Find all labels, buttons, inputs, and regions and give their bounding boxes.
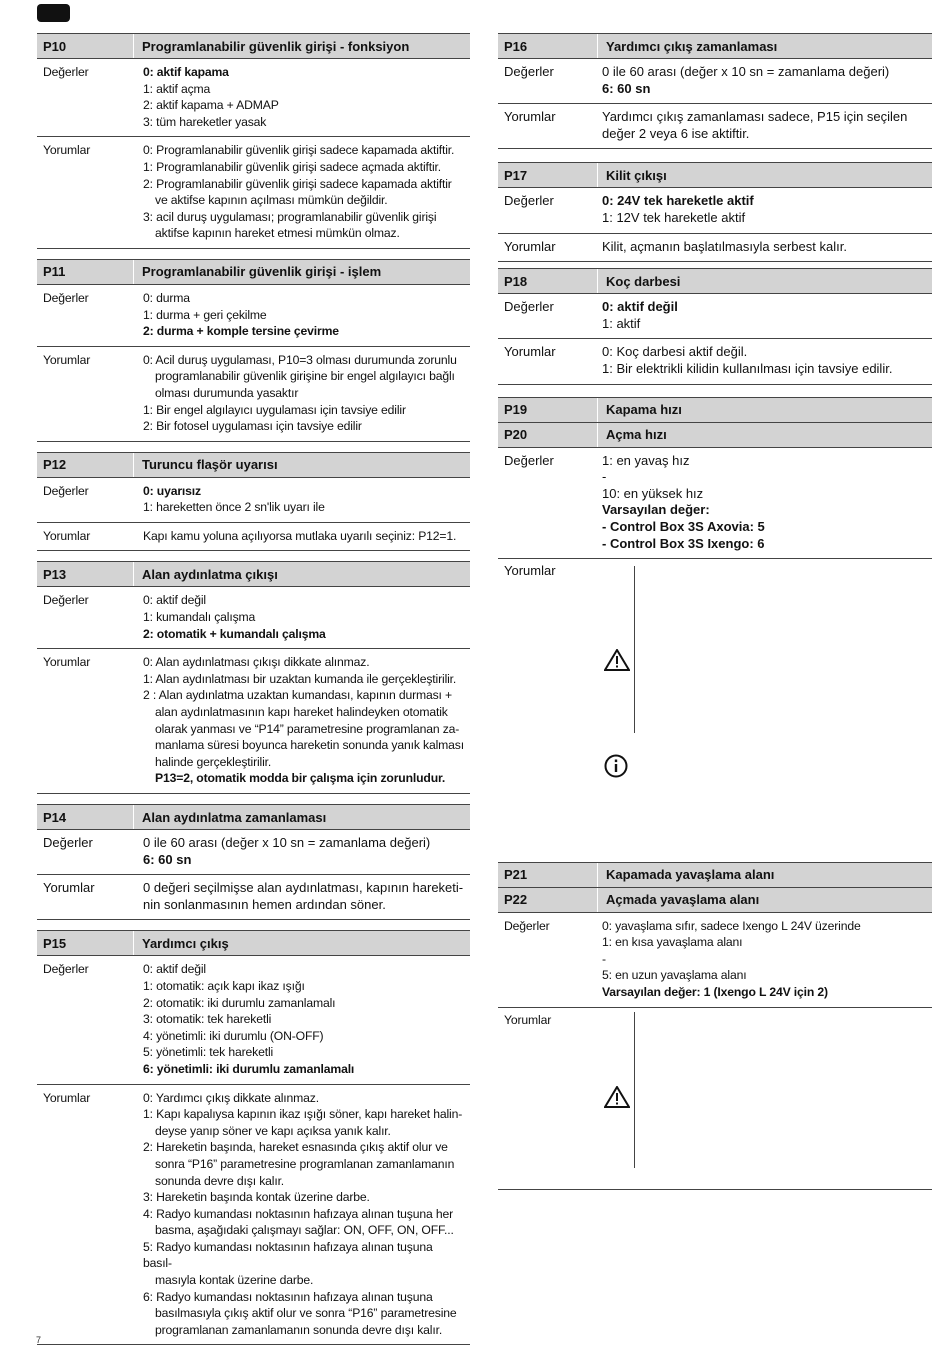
value-line: 2: otomatik + kumandalı çalışma — [143, 626, 326, 641]
divider — [634, 566, 635, 733]
value-line: 2: otomatik: iki durumlu zamanlamalı — [143, 995, 336, 1010]
param-title: Turuncu flaşör uyarısı — [133, 453, 470, 477]
param-code: P17 — [504, 167, 528, 183]
comments-label: Yorumlar — [43, 143, 91, 158]
values-label: Değerler — [43, 593, 89, 608]
param-title: Programlanabilir güvenlik girişi - fonksiyon — [133, 34, 470, 58]
right-column — [498, 33, 932, 1200]
comment-line: 0: Alan aydınlatması çıkışı dikkate alınmaz. — [143, 655, 370, 670]
comments-label: Yorumlar — [504, 563, 556, 579]
value-line: 0: durma — [143, 290, 190, 305]
comment-line: masıyla kontak üzerine darbe. — [155, 1273, 314, 1288]
param-p16 — [498, 33, 932, 149]
comments-label: Yorumlar — [504, 238, 556, 254]
comment-line: deyse yanıp söner ve kapı açıksa yanık kalır. — [155, 1123, 391, 1138]
value-line: 1: kumandalı çalışma — [143, 610, 256, 625]
comment-line: Yardımcı çıkış zamanlaması sadece, P15 için seçilen — [602, 109, 908, 125]
values-label: Değerler — [43, 65, 89, 79]
values-label: Değerler — [504, 918, 550, 933]
param-title: Koç darbesi — [597, 269, 932, 293]
value-line: - Control Box 3S Ixengo: 6 — [602, 535, 765, 551]
param-code: P10 — [43, 38, 67, 54]
comment-line: 1: Programlanabilir güvenlik girişi sadece açmada aktiftir. — [143, 159, 442, 174]
comments-label: Yorumlar — [504, 1012, 552, 1027]
comments-label: Yorumlar — [504, 109, 556, 125]
comment-line: 5: Radyo kumandası noktasının hafızaya alınan tuşuna basıl- — [143, 1239, 433, 1271]
value-line: 0: aktif kapama — [143, 65, 229, 79]
value-line: 0: 24V tek hareketle aktif — [602, 193, 754, 209]
value-line: 2: aktif kapama + ADMAP — [143, 98, 279, 113]
param-code: P13 — [43, 566, 67, 582]
comment-line: 2: Programlanabilir güvenlik girişi sadece kapamada aktiftir — [143, 176, 452, 191]
comments-label: Yorumlar — [43, 352, 91, 367]
value-line: 0: aktif değil — [143, 593, 206, 608]
param-p14 — [37, 804, 470, 920]
param-title: Yardımcı çıkış — [133, 931, 470, 955]
param-code: P22 — [504, 892, 528, 908]
param-p17 — [498, 162, 932, 262]
value-line: 0 ile 60 arası (değer x 10 sn = zamanlama değeri) — [602, 64, 890, 79]
value-line: 1: 12V tek hareketle aktif — [602, 209, 746, 225]
comment-line: 1: Bir elektrikli kilidin kullanılması için tavsiye edilir. — [602, 360, 893, 376]
comment-line: olarak yanması ve “P14” parametresine programlanan za- — [155, 721, 460, 736]
comment-line: olması durumunda yasaktır — [155, 385, 299, 400]
comments-label: Yorumlar — [43, 528, 91, 543]
param-title: Açma hızı — [597, 423, 932, 447]
warning-triangle-icon — [604, 1086, 630, 1108]
value-line: 1: durma + geri çekilme — [143, 307, 267, 322]
divider — [634, 1012, 635, 1168]
comment-line: sonunda devre dışı kalır. — [155, 1173, 285, 1188]
value-line: 1: en kısa yavaşlama alanı — [602, 935, 743, 950]
values-label: Değerler — [43, 962, 89, 977]
param-code: P11 — [43, 264, 66, 280]
param-title: Kapamada yavaşlama alanı — [597, 863, 932, 887]
param-code: P19 — [504, 402, 528, 418]
comment-line: basılmasıyla çıkış aktif olur ve sonra “P16” parametresine — [155, 1306, 457, 1321]
comment-line: nin sonlanmasının hemen ardından söner. — [143, 896, 386, 912]
param-title: Programlanabilir güvenlik girişi - işlem — [133, 260, 470, 284]
comment-line: 2 : Alan aydınlatma uzaktan kumandası, kapının durması + — [143, 688, 452, 703]
param-title: Kapama hızı — [597, 398, 932, 422]
comments-label: Yorumlar — [43, 1090, 91, 1105]
values-label: Değerler — [504, 193, 554, 209]
param-p11 — [37, 259, 470, 442]
param-code: P16 — [504, 38, 528, 54]
value-line: 0: aktif değil — [602, 299, 678, 315]
param-code: P12 — [43, 457, 67, 473]
values-label: Değerler — [43, 290, 89, 305]
value-line: 10: en yüksek hız — [602, 485, 704, 501]
param-code: P18 — [504, 273, 528, 289]
value-line: 3: tüm hareketler yasak — [143, 114, 267, 129]
comment-line: 0: Acil duruş uygulaması, P10=3 olması durumunda zorunlu — [143, 352, 457, 367]
comment-line: 6: Radyo kumandası noktasının hafızaya alınan tuşuna — [143, 1289, 433, 1304]
comment-line: 0: Koç darbesi aktif değil. — [602, 344, 748, 360]
param-p15 — [37, 930, 470, 1345]
param-p21-p22 — [498, 862, 932, 1191]
comment-line: halinde gerçekleştirilir. — [155, 754, 272, 769]
value-line: 1: hareketten önce 2 sn'lik uyarı ile — [143, 500, 325, 515]
param-title: Alan aydınlatma zamanlaması — [133, 805, 470, 829]
param-title: Yardımcı çıkış zamanlaması — [597, 34, 932, 58]
value-line: 6: 60 sn — [602, 80, 651, 96]
value-line: 1: aktif açma — [143, 81, 211, 96]
value-line: 1: otomatik: açık kapı ikaz ışığı — [143, 978, 305, 993]
value-line: 2: durma + komple tersine çevirme — [143, 324, 339, 339]
value-line: 5: en uzun yavaşlama alanı — [602, 968, 747, 983]
param-code: P15 — [43, 935, 67, 951]
values-label: Değerler — [504, 299, 554, 315]
comment-line: 0: Programlanabilir güvenlik girişi sadece kapamada aktiftir. — [143, 143, 455, 158]
param-code: P21 — [504, 867, 528, 883]
comment-line: alan aydınlatmasının kapı hareket halindeyken otomatik — [155, 705, 448, 720]
param-p13 — [37, 561, 470, 794]
value-line: Varsayılan değer: — [602, 502, 710, 518]
comments-label: Yorumlar — [504, 344, 556, 360]
language-tab — [37, 4, 70, 22]
info-circle-icon — [604, 754, 628, 778]
comment-line: programlanan zamanlamanın sonunda devre dışı kalır. — [155, 1322, 443, 1337]
comment-line: 4: Radyo kumandası noktasının hafızaya alınan tuşuna her — [143, 1206, 454, 1221]
values-label: Değerler — [43, 483, 89, 498]
param-p19-p20 — [498, 397, 932, 836]
value-line: 4: yönetimli: iki durumlu (ON-OFF) — [143, 1028, 324, 1043]
comments-label: Yorumlar — [43, 655, 91, 670]
comment-line: değer 2 veya 6 ise aktiftir. — [602, 125, 750, 141]
value-line: 5: yönetimli: tek hareketli — [143, 1045, 274, 1060]
param-code: P14 — [43, 809, 67, 825]
comment-line: basma, aşağıdaki çalışmayı sağlar: ON, OFF, ON, OFF... — [155, 1223, 454, 1238]
comment-line: 2: Bir fotosel uygulaması için tavsiye edilir — [143, 419, 362, 434]
value-line: 3: otomatik: tek hareketli — [143, 1012, 272, 1027]
param-title: Kilit çıkışı — [597, 163, 932, 187]
value-line: - — [602, 951, 606, 966]
value-line: - Control Box 3S Axovia: 5 — [602, 518, 765, 534]
comment-line: aktifse kapının hareket etmesi mümkün olmaz. — [155, 226, 400, 241]
comment-line: 1: Alan aydınlatması bir uzaktan kumanda ile gerçekleştirilir. — [143, 671, 457, 686]
comment-line: manlama süresi boyunca hareketin sonunda yanık kalması — [155, 738, 464, 753]
comment-line: 1: Bir engel algılayıcı uygulaması için tavsiye edilir — [143, 402, 406, 417]
comment-line: 3: acil duruş uygulaması; programlanabilir güvenlik girişi — [143, 209, 437, 224]
values-label: Değerler — [504, 64, 554, 79]
comment-line: P13=2, otomatik modda bir çalışma için zorunludur. — [155, 771, 446, 786]
value-line: 6: 60 sn — [143, 851, 192, 867]
param-p18 — [498, 268, 932, 384]
values-label: Değerler — [504, 452, 554, 468]
left-column — [37, 33, 470, 1355]
warning-triangle-icon — [604, 649, 630, 671]
page-number: 7 — [36, 1335, 42, 1345]
value-line: 0: uyarısız — [143, 483, 201, 498]
value-line: 0 ile 60 arası (değer x 10 sn = zamanlama değeri) — [143, 835, 431, 850]
comment-line: sonra “P16” parametresine programlanan zamanlamanın — [155, 1156, 455, 1171]
comment-line: 1: Kapı kapalıysa kapının ikaz ışığı söner, kapı hareket halin- — [143, 1107, 463, 1122]
param-code: P20 — [504, 427, 528, 443]
comment-line: Kapı kamu yoluna açılıyorsa mutlaka uyarılı seçiniz: P12=1. — [143, 528, 457, 543]
param-p10 — [37, 33, 470, 249]
comments-label: Yorumlar — [43, 880, 95, 896]
comment-line: Kilit, açmanın başlatılmasıyla serbest kalır. — [602, 238, 847, 254]
values-label: Değerler — [43, 835, 93, 850]
comment-line: 0 değeri seçilmişse alan aydınlatması, kapının hareketi- — [143, 880, 464, 896]
comment-line: ve aktifse kapının açılması mümkün değildir. — [155, 193, 388, 208]
value-line: 1: en yavaş hız — [602, 452, 690, 468]
value-line: - — [602, 469, 607, 485]
value-line: 0: aktif değil — [143, 962, 206, 977]
param-title: Alan aydınlatma çıkışı — [133, 562, 470, 586]
comment-line: programlanabilir güvenlik girişine bir engel algılayıcı bağlı — [155, 369, 455, 384]
comment-line: 2: Hareketin başında, hareket esnasında çıkış aktif olur ve — [143, 1140, 448, 1155]
param-title: Açmada yavaşlama alanı — [597, 888, 932, 912]
comment-line: 0: Yardımcı çıkış dikkate alınmaz. — [143, 1090, 319, 1105]
value-line: 1: aktif — [602, 315, 641, 331]
param-p12 — [37, 452, 470, 552]
value-line: Varsayılan değer: 1 (Ixengo L 24V için 2) — [602, 985, 828, 1000]
comment-line: 3: Hareketin başında kontak üzerine darbe. — [143, 1190, 370, 1205]
value-line: 6: yönetimli: iki durumlu zamanlamalı — [143, 1061, 355, 1076]
value-line: 0: yavaşlama sıfır, sadece Ixengo L 24V üzerinde — [602, 918, 861, 933]
